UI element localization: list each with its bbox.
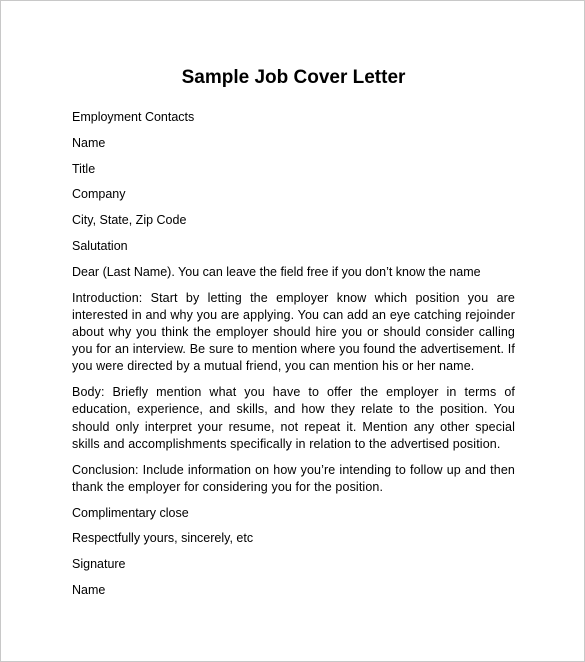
complimentary-close-line: Complimentary close [72,505,189,520]
company-line: Company [72,187,126,202]
salutation-line: Salutation [72,238,128,253]
letter-body [72,109,515,608]
respectfully-line: Respectfully yours, sincerely, etc [72,531,254,546]
signature-line: Signature [72,557,126,572]
body-paragraph: Body: Briefly mention what you have to offer the employer in terms of education, experience, and skills, and how they relate to the position. You should only interpret your resume, not repeat it. Mention any other special skills and accomplishments specifically in relation to the advertised position. [72,385,515,451]
name-line: Name [72,135,106,150]
document-title: Sample Job Cover Letter [181,67,406,88]
introduction-paragraph: Introduction: Start by letting the employer know which position you are interested in and why you are applying. You can add an eye catching rejoinder about why you think the employer should hire you or should consider calling you for an interview. Be sure to mention where you found the advertisement. If you were directed by a mutual friend, you can mention his or her name. [72,290,515,374]
city-state-zip-line: City, State, Zip Code [72,213,187,228]
closing-name-line: Name [72,582,106,597]
title-line: Title [72,161,96,176]
dear-line: Dear (Last Name). You can leave the field free if you don’t know the name [72,264,481,279]
conclusion-paragraph: Conclusion: Include information on how you’re intending to follow up and then thank the employer for considering you for the position. [72,462,515,494]
employment-contacts-line: Employment Contacts [72,110,195,124]
